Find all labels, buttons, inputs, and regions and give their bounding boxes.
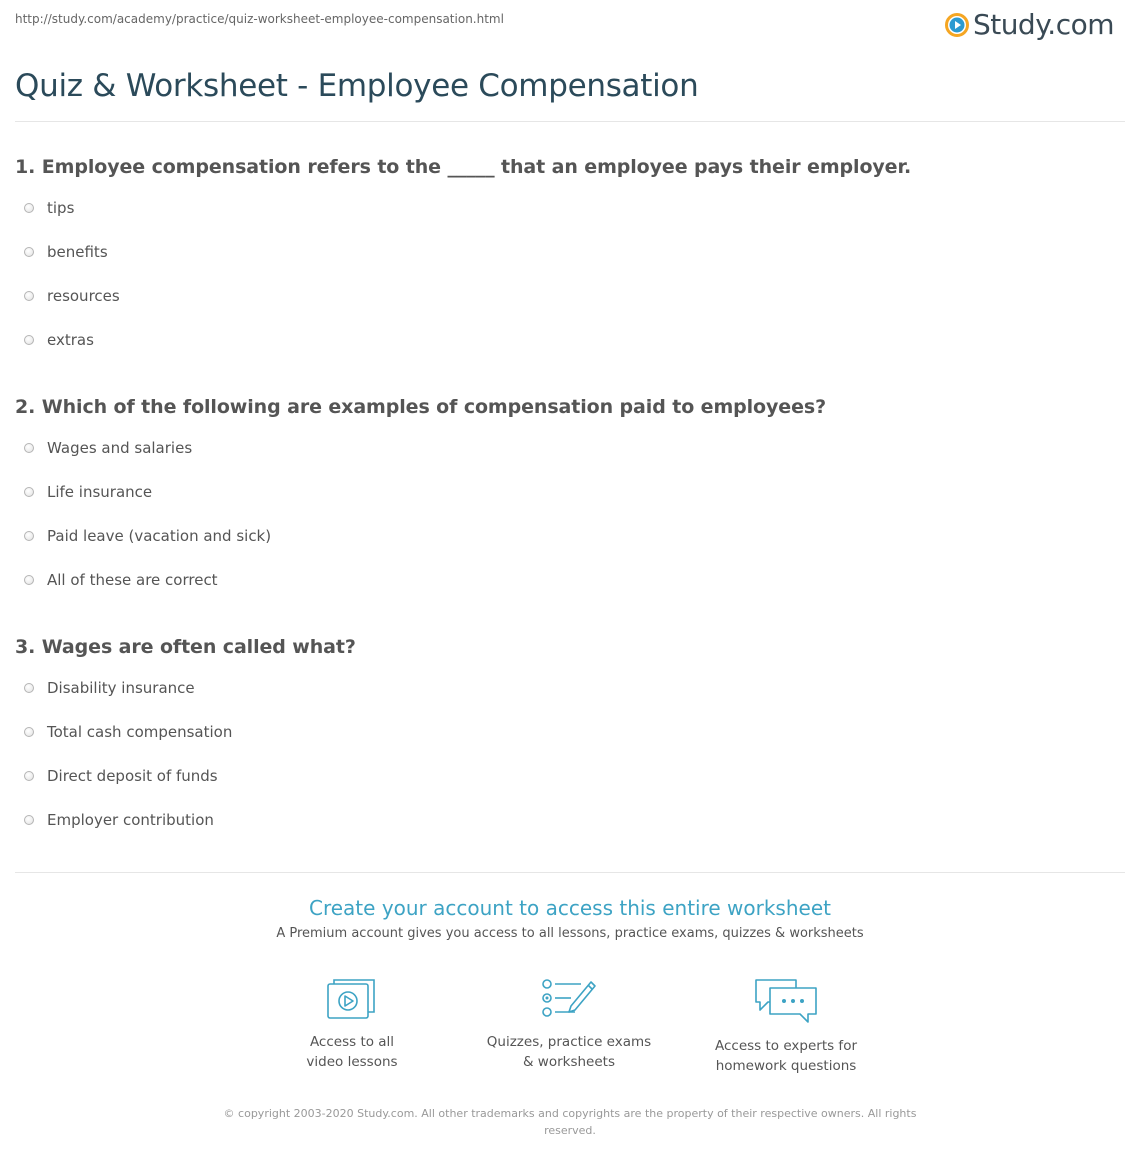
feature-video-lessons xyxy=(252,976,452,1072)
answer-label: All of these are correct xyxy=(47,571,218,589)
answer-label: Wages and salaries xyxy=(47,439,193,457)
answer-options xyxy=(15,426,1125,602)
answer-label: Life insurance xyxy=(47,483,153,501)
radio-button[interactable] xyxy=(24,575,34,585)
answer-label: extras xyxy=(47,331,94,349)
feature-label: Quizzes, practice exams & worksheets xyxy=(486,1034,652,1070)
cta-divider xyxy=(15,872,1125,873)
copyright-text: © copyright 2003-2020 Study.com. All other trademarks and copyrights are the property of their respective owners. All rights reserved. xyxy=(223,1107,917,1137)
radio-button[interactable] xyxy=(24,727,34,737)
radio-button[interactable] xyxy=(24,443,34,453)
answer-option[interactable] xyxy=(15,666,1125,710)
header-divider xyxy=(15,121,1125,122)
answer-option[interactable] xyxy=(15,558,1125,602)
video-lessons-icon xyxy=(326,976,378,1022)
chat-bubbles-icon xyxy=(754,976,818,1026)
radio-button[interactable] xyxy=(24,531,34,541)
answer-option[interactable] xyxy=(15,274,1125,318)
answer-label: resources xyxy=(47,287,120,305)
cta-subtitle: A Premium account gives you access to all lessons, practice exams, quizzes & worksheets xyxy=(276,926,864,941)
question-3 xyxy=(15,635,1125,853)
answer-label: Employer contribution xyxy=(47,811,214,829)
answer-option[interactable] xyxy=(15,186,1125,230)
answer-label: Disability insurance xyxy=(47,679,195,697)
answer-option[interactable] xyxy=(15,470,1125,514)
question-title: 1. Employee compensation refers to the _____ that an employee pays their employer. xyxy=(15,156,912,178)
answer-label: benefits xyxy=(47,243,108,261)
radio-button[interactable] xyxy=(24,487,34,497)
feature-quizzes xyxy=(469,976,669,1072)
radio-button[interactable] xyxy=(24,291,34,301)
logo-text: Study.com xyxy=(972,8,1114,41)
answer-label: Direct deposit of funds xyxy=(47,767,218,785)
answer-option[interactable] xyxy=(15,710,1125,754)
answer-option[interactable] xyxy=(15,798,1125,842)
radio-button[interactable] xyxy=(24,335,34,345)
question-title: 3. Wages are often called what? xyxy=(15,636,356,658)
feature-label: Access to all video lessons xyxy=(306,1034,398,1070)
answer-label: Paid leave (vacation and sick) xyxy=(47,527,272,545)
radio-button[interactable] xyxy=(24,815,34,825)
answer-option[interactable] xyxy=(15,318,1125,362)
answer-option[interactable] xyxy=(15,754,1125,798)
answer-label: Total cash compensation xyxy=(47,723,233,741)
answer-label: tips xyxy=(47,199,75,217)
page-url: http://study.com/academy/practice/quiz-worksheet-employee-compensation.html xyxy=(15,12,504,26)
question-1 xyxy=(15,155,1125,373)
page-title: Quiz & Worksheet - Employee Compensation xyxy=(15,68,699,104)
study-logo[interactable] xyxy=(945,8,1114,42)
feature-experts xyxy=(686,976,886,1076)
question-title: 2. Which of the following are examples of compensation paid to employees? xyxy=(15,396,826,418)
answer-options xyxy=(15,186,1125,362)
cta-title-link[interactable]: Create your account to access this entire worksheet xyxy=(309,896,831,920)
radio-button[interactable] xyxy=(24,247,34,257)
answer-option[interactable] xyxy=(15,426,1125,470)
feature-label: Access to experts for homework questions xyxy=(714,1038,857,1074)
answer-option[interactable] xyxy=(15,230,1125,274)
radio-button[interactable] xyxy=(24,203,34,213)
radio-button[interactable] xyxy=(24,771,34,781)
quiz-checklist-icon xyxy=(541,976,597,1022)
radio-button[interactable] xyxy=(24,683,34,693)
answer-options xyxy=(15,666,1125,842)
answer-option[interactable] xyxy=(15,514,1125,558)
question-2 xyxy=(15,395,1125,613)
study-logo-icon xyxy=(945,13,969,37)
